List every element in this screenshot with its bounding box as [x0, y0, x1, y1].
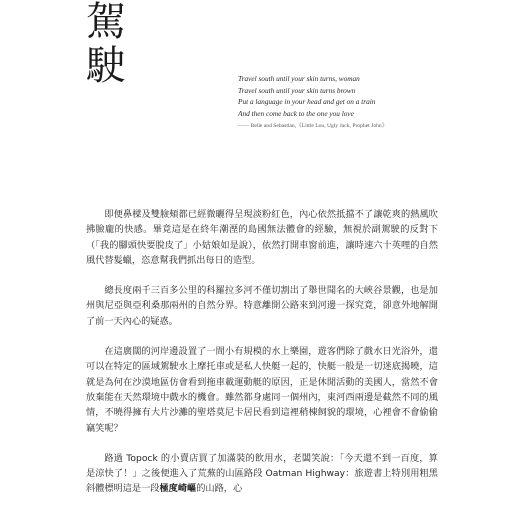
epigraph-line: Put a language in your head and get on a train	[238, 97, 376, 107]
paragraph-4-bold: 極度崎嶇	[159, 483, 197, 495]
chapter-title	[86, 0, 136, 88]
body-text	[86, 207, 438, 512]
epigraph-line: And then come back to the one you love	[238, 109, 354, 119]
paragraph-4-end: 的山路，心	[196, 483, 243, 495]
paragraph-3: 在這廣闊的河岸邊設置了一間小有規模的水上樂園，遊客們除了戲水日光浴外，還可以在特定的區域駕駛水上摩托車或是私人快艇一起的，快艇一般是一切迷底揭曉，這就是為何在沙漠地區仿會看到拖車載運動艇的原因，正是休閒活動的美國人，當然不會放棄能在天然環境中戲水的機會。雖然都身處同一個州內，東河西兩邊是截然不同的風情，不曉得擁有大片沙灘的聖塔莫尼卡居民看到這裡稍棟飼貌的環境，心裡會不會偷偷竊笑呢？	[86, 346, 438, 434]
epigraph	[238, 73, 508, 133]
epigraph-line: Travel south until your skin turns, woman	[238, 74, 360, 83]
paragraph-4	[86, 451, 438, 497]
paragraph-2: 總長度兩千三百多公里的科羅拉多河不僅切割出了舉世聞名的大峽谷景觀，也是加州與尼亞與亞利桑那兩州的自然分界。特意離開公路來到河邊一探究竟，卻意外地解開了前一天內心的疑惑。	[86, 285, 438, 327]
paragraph-1: 即便鼻樑及雙臉頰都已經微曬得呈現淡粉紅色，內心依然抵擋不了讓乾爽的熱風吹拂臉龐的快感。畢竟這是在終年潮溼的島國無法體會的經驗，無視於副駕駛的反對下（「我的腳頭快要脫皮了」小姑娘如是說），依然打開車窗前進，讓時速六十英哩的自然風代替髮蠟，恣意幫我們抓出每日的造型。	[86, 209, 438, 266]
epigraph-line: Travel south until your skin turns brown	[238, 85, 356, 95]
epigraph-citation: —— Belle and Sebastian,《Little Lou, Ugly Jack, Prophet John》	[238, 122, 388, 129]
paragraph-4-start: 路過 Topock 的小賣店買了加滿裝的飲用水，老闆笑說：「今天還不到一百度，算是涼快了！」之後便進入了荒蕪的山區路段 Oatman Highway：旅遊書上特別用粗黑斜體標明這是一段	[86, 452, 438, 495]
chapter-title-char-2: 駛	[86, 43, 126, 89]
chapter-title-char-1: 駕	[86, 0, 126, 45]
